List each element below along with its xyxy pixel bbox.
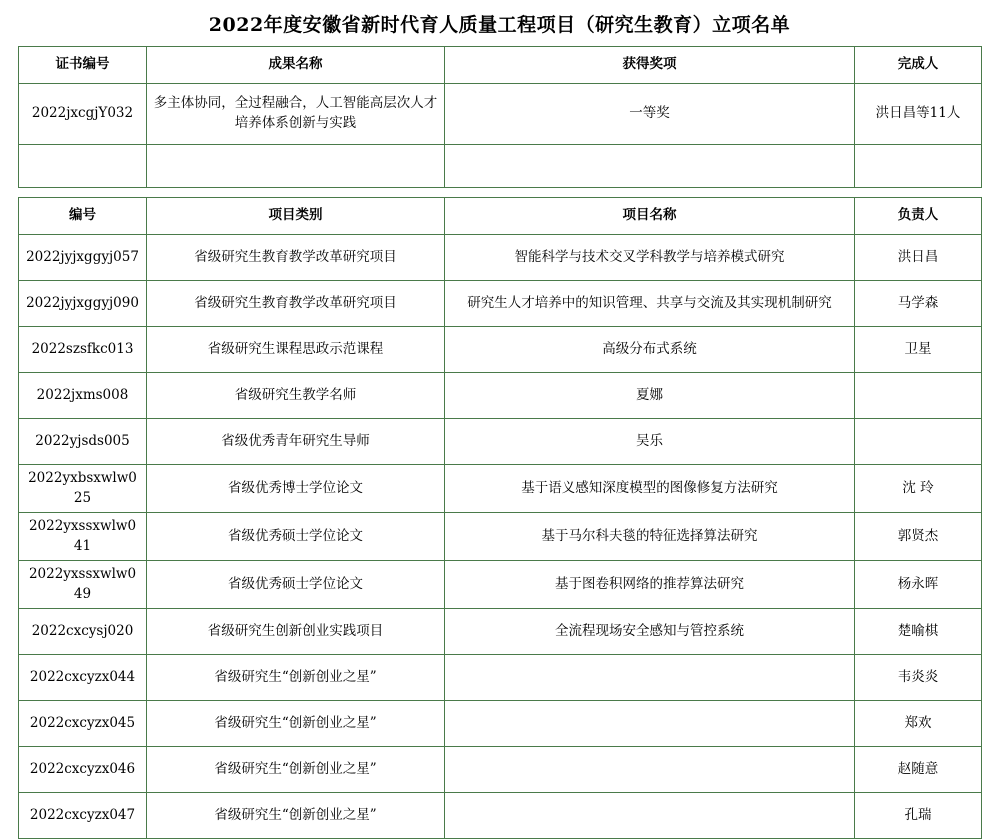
projects-cell-no: 2022cxcyzx046: [19, 747, 147, 793]
table-spacer-row: [19, 145, 982, 188]
awards-header-person: 完成人: [855, 47, 982, 84]
projects-cell-name: 基于马尔科夫毯的特征选择算法研究: [445, 513, 855, 561]
projects-header-no: 编号: [19, 198, 147, 235]
projects-cell-category: 省级研究生教学名师: [147, 373, 445, 419]
table-row: [19, 609, 982, 655]
projects-header-name: 项目名称: [445, 198, 855, 235]
projects-cell-name: 研究生人才培养中的知识管理、共享与交流及其实现机制研究: [445, 281, 855, 327]
projects-cell-category: 省级研究生“创新创业之星”: [147, 747, 445, 793]
awards-cell-cert-no: 2022jxcgjY032: [19, 84, 147, 145]
table-row: [19, 373, 982, 419]
spacer-cell-2: [147, 145, 445, 188]
projects-cell-category: 省级优秀青年研究生导师: [147, 419, 445, 465]
projects-cell-name: 基于语义感知深度模型的图像修复方法研究: [445, 465, 855, 513]
projects-cell-leader: 卫星: [855, 327, 982, 373]
projects-cell-leader: 沈 玲: [855, 465, 982, 513]
awards-header-achievement: 成果名称: [147, 47, 445, 84]
projects-cell-name: [445, 747, 855, 793]
table-row: [19, 84, 982, 145]
projects-header-leader: 负责人: [855, 198, 982, 235]
projects-cell-name: [445, 793, 855, 839]
awards-table: [18, 46, 982, 188]
awards-header-award: 获得奖项: [445, 47, 855, 84]
table-row: [19, 281, 982, 327]
spacer-cell-3: [445, 145, 855, 188]
projects-cell-no: 2022cxcyzx045: [19, 701, 147, 747]
projects-cell-category: 省级研究生课程思政示范课程: [147, 327, 445, 373]
table-row: [19, 561, 982, 609]
projects-cell-category: 省级研究生“创新创业之星”: [147, 701, 445, 747]
projects-cell-leader: 楚喻棋: [855, 609, 982, 655]
projects-cell-name: 智能科学与技术交叉学科教学与培养模式研究: [445, 235, 855, 281]
projects-cell-category: 省级研究生创新创业实践项目: [147, 609, 445, 655]
projects-cell-leader: 韦炎炎: [855, 655, 982, 701]
spacer-cell-4: [855, 145, 982, 188]
projects-cell-name: [445, 655, 855, 701]
projects-cell-name: 吴乐: [445, 419, 855, 465]
projects-cell-category: 省级研究生教育教学改革研究项目: [147, 235, 445, 281]
projects-cell-no: 2022jyjxggyj090: [19, 281, 147, 327]
projects-cell-name: 夏娜: [445, 373, 855, 419]
awards-cell-person: 洪日昌等11人: [855, 84, 982, 145]
awards-cell-award: 一等奖: [445, 84, 855, 145]
projects-cell-leader: 郑欢: [855, 701, 982, 747]
projects-cell-category: 省级研究生“创新创业之星”: [147, 793, 445, 839]
table-row: [19, 419, 982, 465]
projects-cell-leader: 洪日昌: [855, 235, 982, 281]
awards-table-header-row: [19, 47, 982, 84]
table-row: [19, 747, 982, 793]
table-gap: [18, 188, 981, 197]
projects-cell-category: 省级优秀硕士学位论文: [147, 513, 445, 561]
projects-cell-name: 全流程现场安全感知与管控系统: [445, 609, 855, 655]
projects-cell-leader: 郭贤杰: [855, 513, 982, 561]
projects-cell-no: 2022yxssxwlw049: [19, 561, 147, 609]
table-row: [19, 465, 982, 513]
spacer-cell-1: [19, 145, 147, 188]
projects-cell-no: 2022jxms008: [19, 373, 147, 419]
projects-cell-leader: [855, 373, 982, 419]
projects-cell-no: 2022cxcysj020: [19, 609, 147, 655]
projects-cell-category: 省级研究生“创新创业之星”: [147, 655, 445, 701]
projects-cell-leader: 杨永晖: [855, 561, 982, 609]
table-row: [19, 655, 982, 701]
projects-cell-category: 省级优秀硕士学位论文: [147, 561, 445, 609]
projects-cell-category: 省级优秀博士学位论文: [147, 465, 445, 513]
awards-header-cert-no: 证书编号: [19, 47, 147, 84]
table-row: [19, 701, 982, 747]
projects-cell-leader: 孔瑞: [855, 793, 982, 839]
projects-cell-leader: 赵随意: [855, 747, 982, 793]
projects-cell-name: 基于图卷积网络的推荐算法研究: [445, 561, 855, 609]
projects-cell-no: 2022szsfkc013: [19, 327, 147, 373]
projects-cell-no: 2022yjsds005: [19, 419, 147, 465]
projects-cell-no: 2022jyjxggyj057: [19, 235, 147, 281]
table-row: [19, 327, 982, 373]
awards-cell-achievement: 多主体协同，全过程融合，人工智能高层次人才培养体系创新与实践: [147, 84, 445, 145]
projects-cell-name: 高级分布式系统: [445, 327, 855, 373]
projects-cell-leader: [855, 419, 982, 465]
projects-cell-no: 2022yxbsxwlw025: [19, 465, 147, 513]
projects-cell-category: 省级研究生教育教学改革研究项目: [147, 281, 445, 327]
projects-cell-leader: 马学森: [855, 281, 982, 327]
page-title: 2022年度安徽省新时代育人质量工程项目（研究生教育）立项名单: [208, 14, 791, 36]
table-row: [19, 793, 982, 839]
projects-cell-name: [445, 701, 855, 747]
table-row: [19, 513, 982, 561]
projects-cell-no: 2022yxssxwlw041: [19, 513, 147, 561]
table-row: [19, 235, 982, 281]
projects-table-header-row: [19, 198, 982, 235]
projects-cell-no: 2022cxcyzx047: [19, 793, 147, 839]
projects-header-category: 项目类别: [147, 198, 445, 235]
projects-cell-no: 2022cxcyzx044: [19, 655, 147, 701]
